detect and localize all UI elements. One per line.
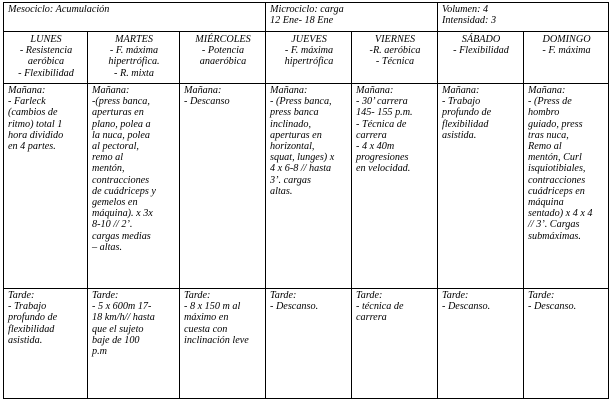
day-cell-viernes [352,32,438,84]
afternoon-row [4,289,609,399]
microciclo-dates: 12 Ene- 18 Ene [270,15,334,27]
training-table [3,2,609,399]
weekly-training-plan [3,2,608,399]
afternoon-cell-lunes: Tarde: - Trabajo profundo de flexibilidad asistida. [4,289,88,399]
day-name: SÁBADO [461,34,501,45]
day-name: JUEVES [291,34,327,45]
volumen-label: Volumen: 4 [442,4,489,15]
mesociclo-cell: Mesociclo: Acumulación [4,3,266,32]
day-focus: - F. máxima hipertrófica [284,45,334,68]
afternoon-cell-domingo: Tarde: - Descanso. [524,289,609,399]
volume-intensity-cell [438,3,609,32]
day-name: LUNES [30,34,62,45]
day-cell-sabado [438,32,524,84]
day-cell-martes [88,32,180,84]
day-name: MIÉRCOLES [195,34,251,45]
header-row [4,3,609,32]
morning-cell-lunes: Mañana: - Farleck (cambios de ritmo) total 1 hora dividido en 4 partes. [4,84,88,289]
day-name: MARTES [115,34,153,45]
day-focus: - Flexibilidad [453,45,509,57]
morning-cell-sabado: Mañana: - Trabajo profundo de flexibilidad asistida. [438,84,524,289]
day-cell-jueves [266,32,352,84]
intensidad-label: Intensidad: 3 [442,15,497,27]
afternoon-cell-viernes: Tarde: - técnica de carrera [352,289,438,399]
morning-cell-martes: Mañana: -(press banca, aperturas en plano, polea a la nuca, polea al pectoral, remo al mentón, contracciones de cuádriceps y gemelos en máquina). x 3x 8-10 // 2’. cargas medias – altas. [88,84,180,289]
morning-cell-miercoles: Mañana: - Descanso [180,84,266,289]
day-focus: - F. máxima hipertrófica. - R. mixta [108,45,160,79]
morning-row [4,84,609,289]
day-focus: - F. máxima [542,45,591,57]
afternoon-cell-martes: Tarde: - 5 x 600m 17- 18 km/h// hasta que el sujeto baje de 100 p.m [88,289,180,399]
day-cell-domingo [524,32,609,84]
afternoon-cell-jueves: Tarde: - Descanso. [266,289,352,399]
day-cell-miercoles [180,32,266,84]
morning-cell-jueves: Mañana: - (Press banca, press banca inclinado, aperturas en horizontal, squat, lunges) x 4 x 6-8 // hasta 3’. cargas altas. [266,84,352,289]
day-name: VIERNES [374,34,416,45]
microciclo-cell [266,3,438,32]
day-name: DOMINGO [542,34,591,45]
morning-cell-viernes: Mañana: - 30’ carrera 145- 155 p.m. - Técnica de carrera - 4 x 40m progresiones en velocidad. [352,84,438,289]
day-focus: -R. aeróbica - Técnica [369,45,421,68]
day-focus: - Resistencia aeróbica - Flexibilidad [18,45,74,79]
day-focus: - Potencia anaeróbica [199,45,247,68]
microciclo-label: Microciclo: carga [270,4,344,15]
afternoon-cell-miercoles: Tarde: - 8 x 150 m al máximo en cuesta con inclinación leve [180,289,266,399]
afternoon-cell-sabado: Tarde: - Descanso. [438,289,524,399]
morning-cell-domingo: Mañana: - (Press de hombro guiado, press tras nuca, Remo al mentón, Curl isquiotibiales, contracciones cuádriceps en máquina sentado) x 4 x 4 // 3’. Cargas submáximas. [524,84,609,289]
days-row [4,32,609,84]
day-cell-lunes [4,32,88,84]
